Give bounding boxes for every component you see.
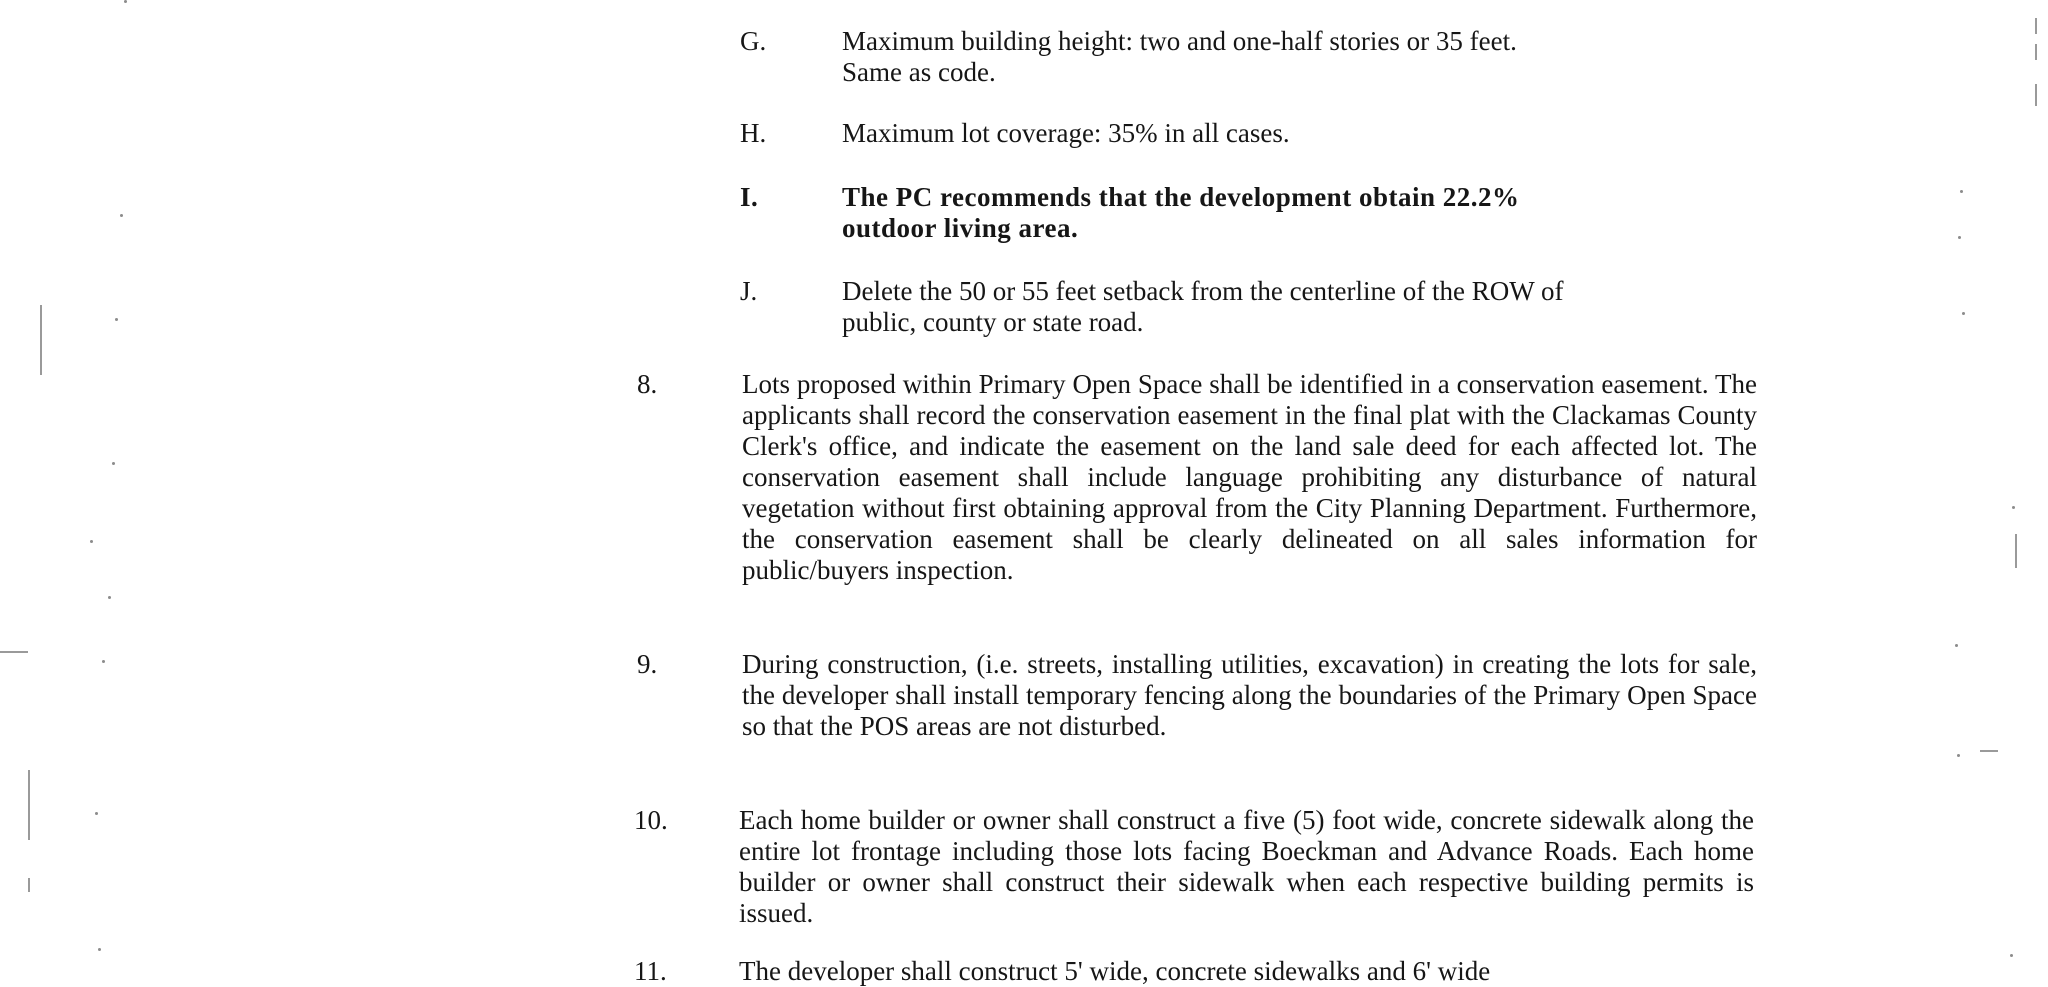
scan-mark	[40, 305, 42, 375]
scan-dot	[124, 0, 127, 3]
scan-dot	[112, 462, 115, 465]
item-label: I.	[740, 182, 759, 212]
scan-dot	[1958, 236, 1961, 239]
scan-mark	[1980, 750, 1998, 752]
scan-dot	[1962, 312, 1965, 315]
scan-mark	[2035, 84, 2037, 106]
scan-mark	[28, 770, 30, 840]
item-number: 9.	[637, 649, 658, 679]
item-paragraph: The developer shall construct 5' wide, concrete sidewalks and 6' wide	[739, 956, 1491, 986]
text-line: Maximum building height: two and one-half stories or 35 feet.	[842, 26, 1517, 56]
scan-dot	[115, 318, 118, 321]
item-label: J.	[740, 276, 758, 306]
text-line: outdoor living area.	[842, 213, 1079, 243]
item-paragraph: Each home builder or owner shall construct a five (5) foot wide, concrete sidewalk along the entire lot frontage including those lots facing Boeckman and Advance Roads. Each home builder or owner shall construct their sidewalk when each respective building permits is issued.	[739, 805, 1754, 928]
item-label: H.	[740, 118, 767, 148]
item-text	[842, 26, 1672, 88]
text-line: Delete the 50 or 55 feet setback from the centerline of the ROW of	[842, 276, 1564, 306]
item-number: 8.	[637, 369, 658, 399]
scan-mark	[2035, 18, 2037, 34]
item-text	[842, 182, 1672, 244]
item-number: 10.	[634, 805, 668, 835]
scan-dot	[2010, 954, 2013, 957]
scan-dot	[90, 540, 93, 543]
scan-dot	[98, 948, 101, 951]
scan-mark	[2035, 44, 2037, 60]
item-text	[842, 118, 1672, 149]
item-label: G.	[740, 26, 767, 56]
scan-mark	[28, 878, 30, 892]
scan-dot	[1955, 644, 1958, 647]
text-line: Maximum lot coverage: 35% in all cases.	[842, 118, 1290, 148]
scan-dot	[120, 214, 123, 217]
scan-mark	[2015, 534, 2017, 568]
text-line: Same as code.	[842, 57, 996, 87]
text-line: public, county or state road.	[842, 307, 1144, 337]
scan-dot	[102, 660, 105, 663]
scan-dot	[1957, 754, 1960, 757]
scan-dot	[95, 812, 98, 815]
scan-dot	[2012, 506, 2015, 509]
item-paragraph: Lots proposed within Primary Open Space shall be identified in a conservation easement. The applicants shall record the conservation easement in the final plat with the Clackamas County Clerk's office, and indicate the easement on the land sale deed for each affected lot. The conservation easement shall include language prohibiting any disturbance of natural vegetation without first obtaining approval from the City Planning Department. Furthermore, the conservation easement shall be clearly delineated on all sales information for public/buyers inspection.	[742, 369, 1757, 585]
item-paragraph: During construction, (i.e. streets, installing utilities, excavation) in creating the lots for sale, the developer shall install temporary fencing along the boundaries of the Primary Open Space so that the POS areas are not disturbed.	[742, 649, 1757, 741]
scan-dot	[1960, 190, 1963, 193]
text-line: The PC recommends that the development obtain 22.2%	[842, 182, 1520, 212]
scan-mark	[0, 651, 28, 653]
item-text	[842, 276, 1672, 338]
item-number: 11.	[634, 956, 667, 986]
scan-dot	[108, 596, 111, 599]
